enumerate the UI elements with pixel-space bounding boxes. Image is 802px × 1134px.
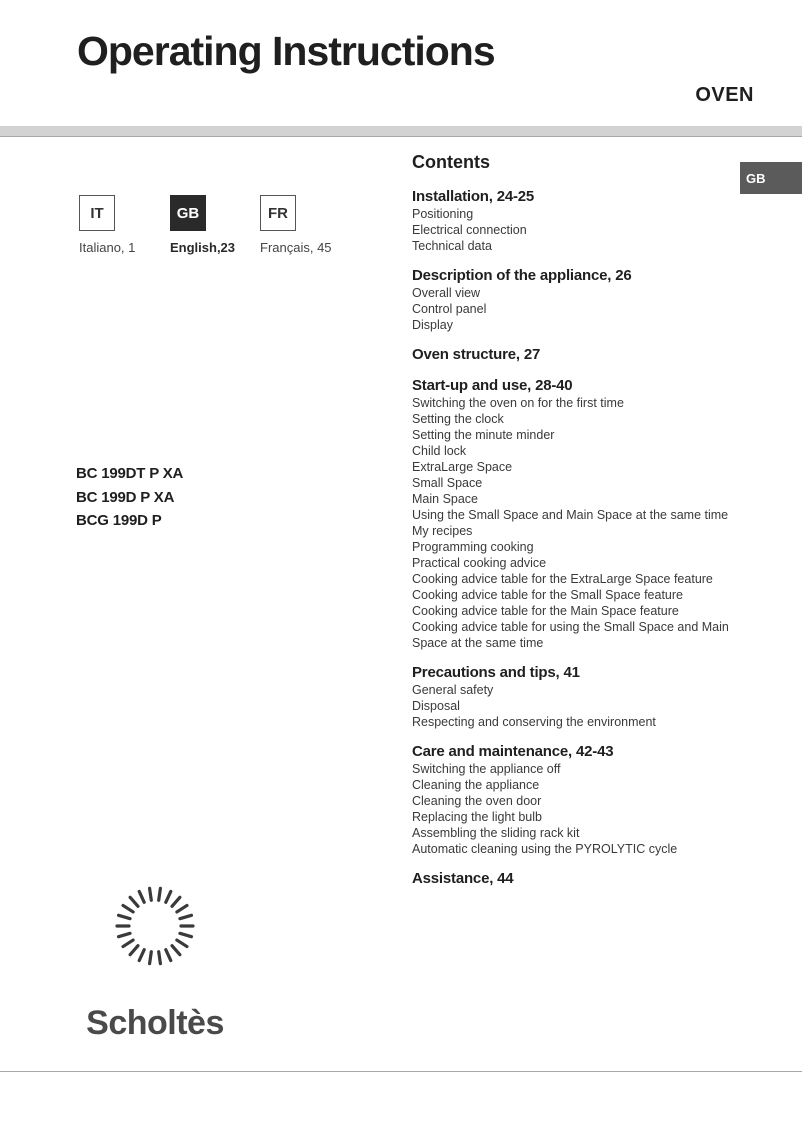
language-box-it[interactable]: IT — [79, 195, 115, 231]
toc-section-heading[interactable]: Care and maintenance, 42-43 — [412, 743, 614, 760]
logo-ray — [150, 952, 152, 964]
logo-ray — [180, 933, 192, 936]
toc-item[interactable]: Assembling the sliding rack kit — [412, 826, 580, 840]
toc-item[interactable]: Using the Small Space and Main Space at the same time — [412, 508, 729, 522]
logo-ray — [130, 897, 138, 906]
toc-section-heading[interactable]: Precautions and tips, 41 — [412, 664, 580, 681]
toc-item[interactable]: Cooking advice table for the Main Space feature — [412, 604, 679, 618]
toc-item[interactable]: Electrical connection — [412, 223, 527, 237]
toc-section-heading[interactable]: Oven structure, 27 — [412, 346, 541, 363]
toc-item[interactable]: Cleaning the appliance — [412, 778, 540, 792]
product-type: OVEN — [695, 84, 754, 106]
toc-item[interactable]: Cooking advice table for the Small Space feature — [412, 588, 683, 602]
toc-section — [412, 188, 732, 254]
toc-item[interactable]: Child lock — [412, 444, 467, 458]
toc-section-heading[interactable]: Start-up and use, 28-40 — [412, 377, 573, 394]
toc-section — [412, 870, 732, 888]
logo-ray — [172, 946, 180, 955]
page-title: Operating Instructions — [77, 28, 495, 74]
toc-item[interactable]: Automatic cleaning using the PYROLYTIC cycle — [412, 842, 678, 856]
table-of-contents — [412, 151, 732, 901]
toc-item[interactable]: Programming cooking — [412, 540, 534, 554]
toc-item[interactable]: My recipes — [412, 524, 473, 538]
header-divider-band — [0, 126, 802, 137]
logo-ray — [119, 915, 131, 918]
toc-item[interactable]: Technical data — [412, 239, 492, 253]
logo-ray — [166, 950, 171, 961]
logo-ray — [130, 946, 138, 955]
toc-item[interactable]: Cleaning the oven door — [412, 794, 542, 808]
language-box-fr[interactable]: FR — [260, 195, 296, 231]
model-list — [76, 462, 183, 533]
language-caption-gb[interactable]: English,23 — [170, 240, 236, 255]
model-name: BC 199D P XA — [76, 488, 175, 506]
toc-section — [412, 664, 732, 730]
logo-ray — [172, 897, 180, 906]
logo-ray — [139, 891, 144, 902]
toc-item[interactable]: Replacing the light bulb — [412, 810, 542, 824]
footer-divider — [0, 1071, 802, 1072]
logo-ray — [150, 888, 152, 900]
toc-item[interactable]: Positioning — [412, 207, 474, 221]
toc-section — [412, 267, 732, 333]
toc-item[interactable]: Setting the clock — [412, 412, 504, 426]
toc-item[interactable]: ExtraLarge Space — [412, 460, 513, 474]
toc-item[interactable]: Cooking advice table for using the Small Space and Main Space at the same time — [412, 620, 729, 650]
toc-item[interactable]: Cooking advice table for the ExtraLarge Space feature — [412, 572, 713, 586]
brand-name: Scholtès — [86, 1004, 224, 1042]
toc-section-heading[interactable]: Installation, 24-25 — [412, 188, 535, 205]
model-name: BC 199DT P XA — [76, 465, 184, 482]
logo-ray — [139, 950, 144, 961]
model-name: BCG 199D P — [76, 512, 162, 529]
logo-ray — [166, 891, 171, 902]
logo-ray — [177, 940, 187, 946]
toc-item[interactable]: Overall view — [412, 286, 481, 300]
logo-ray — [159, 952, 161, 964]
sunburst-logo-icon — [115, 886, 195, 966]
toc-item[interactable]: Control panel — [412, 302, 487, 316]
toc-section — [412, 377, 732, 651]
toc-item[interactable]: Display — [412, 318, 453, 332]
toc-item[interactable]: Switching the oven on for the first time — [412, 396, 624, 410]
logo-ray — [159, 888, 161, 900]
toc-item[interactable]: Switching the appliance off — [412, 762, 561, 776]
toc-item[interactable]: Main Space — [412, 492, 479, 506]
toc-item[interactable]: Respecting and conserving the environment — [412, 715, 656, 729]
toc-section-heading[interactable]: Assistance, 44 — [412, 870, 514, 887]
toc-item[interactable]: Disposal — [412, 699, 460, 713]
toc-item[interactable]: General safety — [412, 683, 494, 697]
logo-ray — [177, 905, 187, 911]
logo-ray — [119, 933, 131, 936]
language-box-gb[interactable]: GB — [170, 195, 206, 231]
contents-title: Contents — [412, 152, 490, 172]
logo-ray — [123, 940, 133, 946]
language-caption-fr[interactable]: Français, 45 — [260, 240, 332, 255]
toc-section — [412, 346, 732, 364]
toc-section-heading[interactable]: Description of the appliance, 26 — [412, 267, 632, 284]
toc-item[interactable]: Practical cooking advice — [412, 556, 547, 570]
logo-ray — [123, 905, 133, 911]
toc-item[interactable]: Setting the minute minder — [412, 428, 555, 442]
logo-ray — [180, 915, 192, 918]
toc-section — [412, 743, 732, 857]
language-side-tab[interactable]: GB — [740, 162, 802, 194]
language-caption-it[interactable]: Italiano, 1 — [79, 240, 136, 255]
toc-item[interactable]: Small Space — [412, 476, 483, 490]
